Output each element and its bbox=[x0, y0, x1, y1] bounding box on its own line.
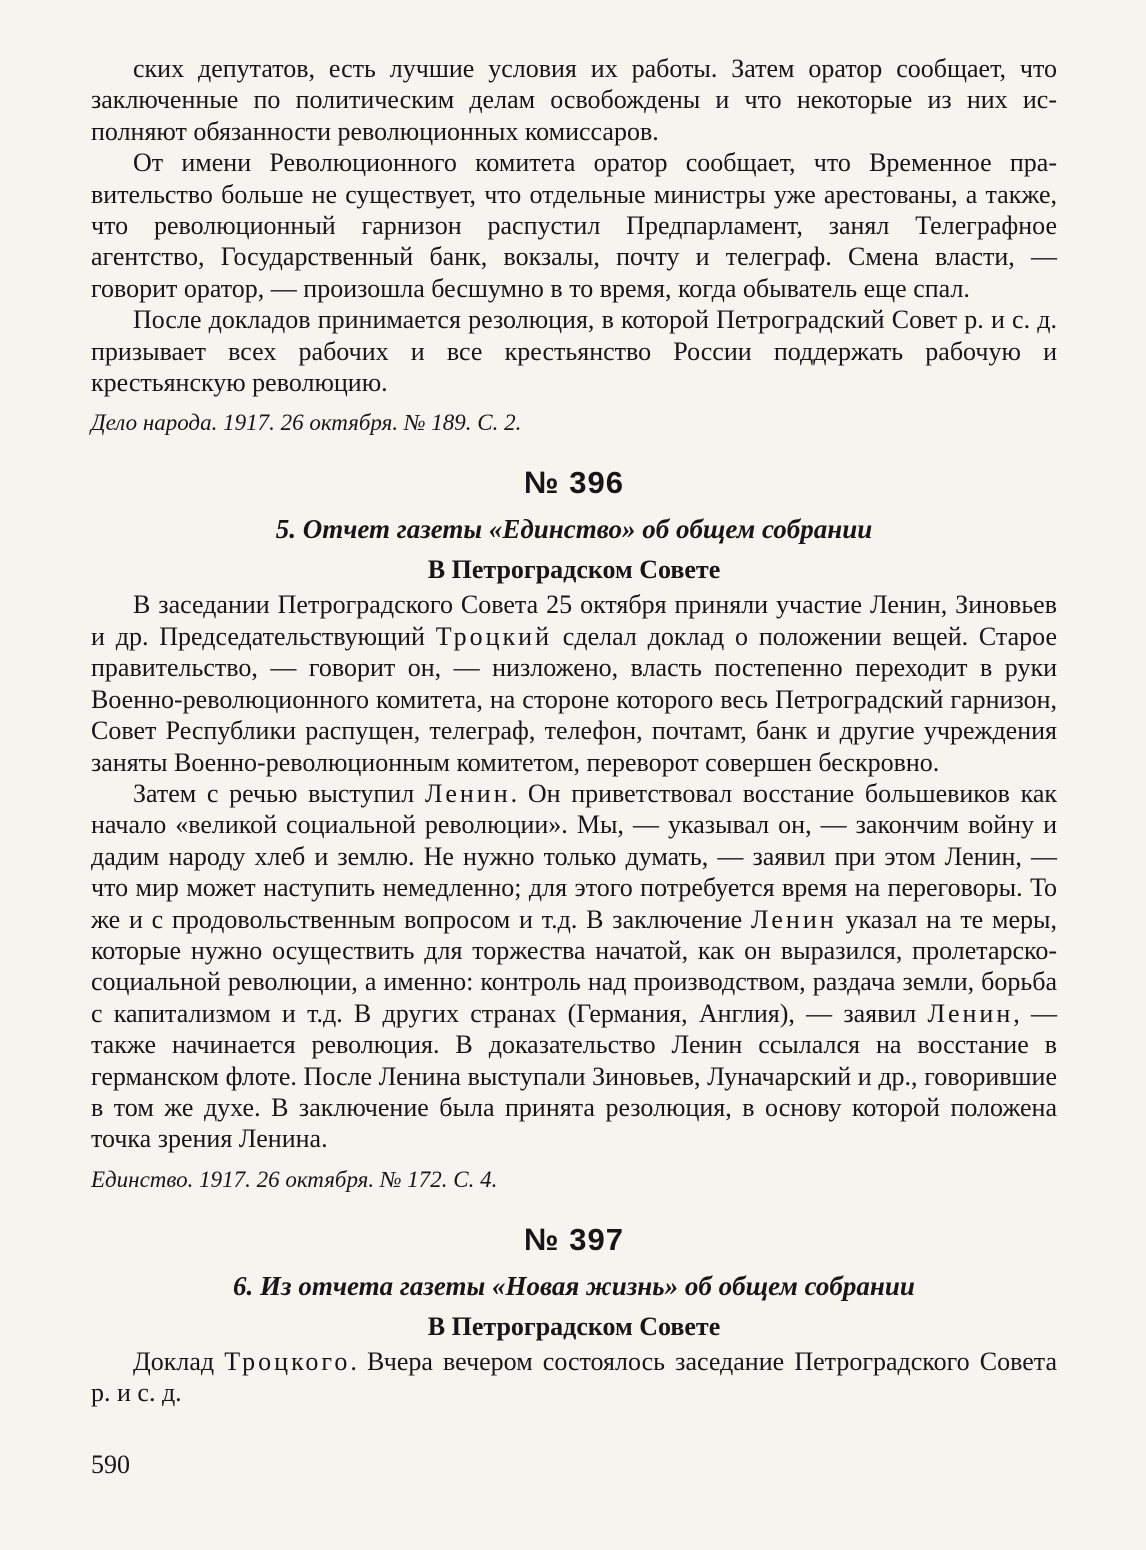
page-number: 590 bbox=[91, 1450, 130, 1479]
document-subtitle: В Петроградском Совете bbox=[427, 1311, 721, 1341]
source-citation: Дело народа. 1917. 26 октября. № 189. С. 2. bbox=[91, 410, 522, 436]
spaced-name: Ленин bbox=[424, 778, 511, 808]
document-number: № 396 bbox=[524, 465, 624, 501]
continuation-section bbox=[91, 53, 1057, 438]
document-body bbox=[91, 589, 1057, 1154]
continuation-body bbox=[91, 53, 1057, 398]
spaced-name: Ленин bbox=[750, 904, 837, 934]
document-title: 6. Из отчета газеты «Новая жизнь» об общем собрании bbox=[233, 1270, 915, 1301]
source-citation: Единство. 1917. 26 октября. № 172. С. 4. bbox=[91, 1166, 498, 1192]
document-396 bbox=[91, 465, 1057, 1194]
paragraph: В заседании Петроградского Совета 25 октября приняли участие Ленин, Зиновьев и др. Председательствующий Троцкий сделал доклад о положении вещей. Старое правительство, — говорит он, — низложено, власть постепенно переходит в руки Военно-революционного комитета, на стороне которого весь Петроградский гарнизон, Совет Республики распущен, телеграф, телефон, почтамт, банк и другие учреждения заняты Военно-революционным комитетом, переворот совершен бескровно. bbox=[91, 590, 1058, 777]
paragraph: Доклад Троцкого. Вчера вечером состоялось заседание Петроградского Совета р. и с. д. bbox=[91, 1346, 1057, 1408]
paragraph: После докладов принимается резолюция, в которой Петроградский Совет р. и с. д. призывает всех рабочих и все крестьянство России поддержать рабочую и крестьянскую революцию. bbox=[91, 305, 1057, 398]
spaced-name: Троцкого bbox=[224, 1346, 351, 1376]
spaced-name: Троцкий bbox=[435, 621, 552, 651]
spaced-name: Ленин bbox=[927, 998, 1014, 1028]
document-397 bbox=[91, 1222, 1057, 1409]
document-title: 5. Отчет газеты «Единство» об общем собрании bbox=[275, 514, 873, 545]
paragraph: Затем с речью выступил Ленин. Он приветствовал восстание большевиков как начало «великой социальной революции». Мы, — указывал он, — закончим войну и дадим народу хлеб и землю. Не нужно только думать, — заявил при этом Ленин, — что мир может наступить немедленно; для этого потребуется время на переговоры. То же и с продовольственным вопросом и т.д. В заключение Ленин указал на те меры, которые нужно осуществить для торжества начатой, как он выразился, пролетарско-социальной революции, а именно: контроль над производством, раздача земли, борьба с капитализмом и т.д. В других странах (Германия, Англия), — заявил Ленин, — также начинается революция. В доказательство Ленин ссылался на восстание в германском флоте. После Ленина выступали Зиновьев, Луначарский и др., говорившие в том же духе. В заключение была принята резолюция, в основу которой положена точка зрения Ленина. bbox=[91, 778, 1057, 1154]
document-number: № 397 bbox=[524, 1221, 624, 1257]
document-subtitle: В Петроградском Совете bbox=[427, 555, 721, 585]
document-page bbox=[91, 53, 1057, 1409]
document-body bbox=[91, 1346, 1057, 1409]
paragraph: ских депутатов, есть лучшие условия их работы. Затем оратор сообщает, что заключенные по политическим делам освобождены и что некоторые из них исполняют обязанности революционных комиссаров. bbox=[91, 54, 1057, 146]
paragraph: От имени Революционного комитета оратор сообщает, что Временное правительство больше не существует, что отдельные министры уже арестованы, а также, что революционный гарнизон распустил Предпарламент, занял Телеграфное агентство, Государственный банк, вокзалы, почту и телеграф. Смена власти, — говорит оратор, — произошла бесшумно в то время, когда обыватель еще спал. bbox=[91, 148, 1057, 303]
